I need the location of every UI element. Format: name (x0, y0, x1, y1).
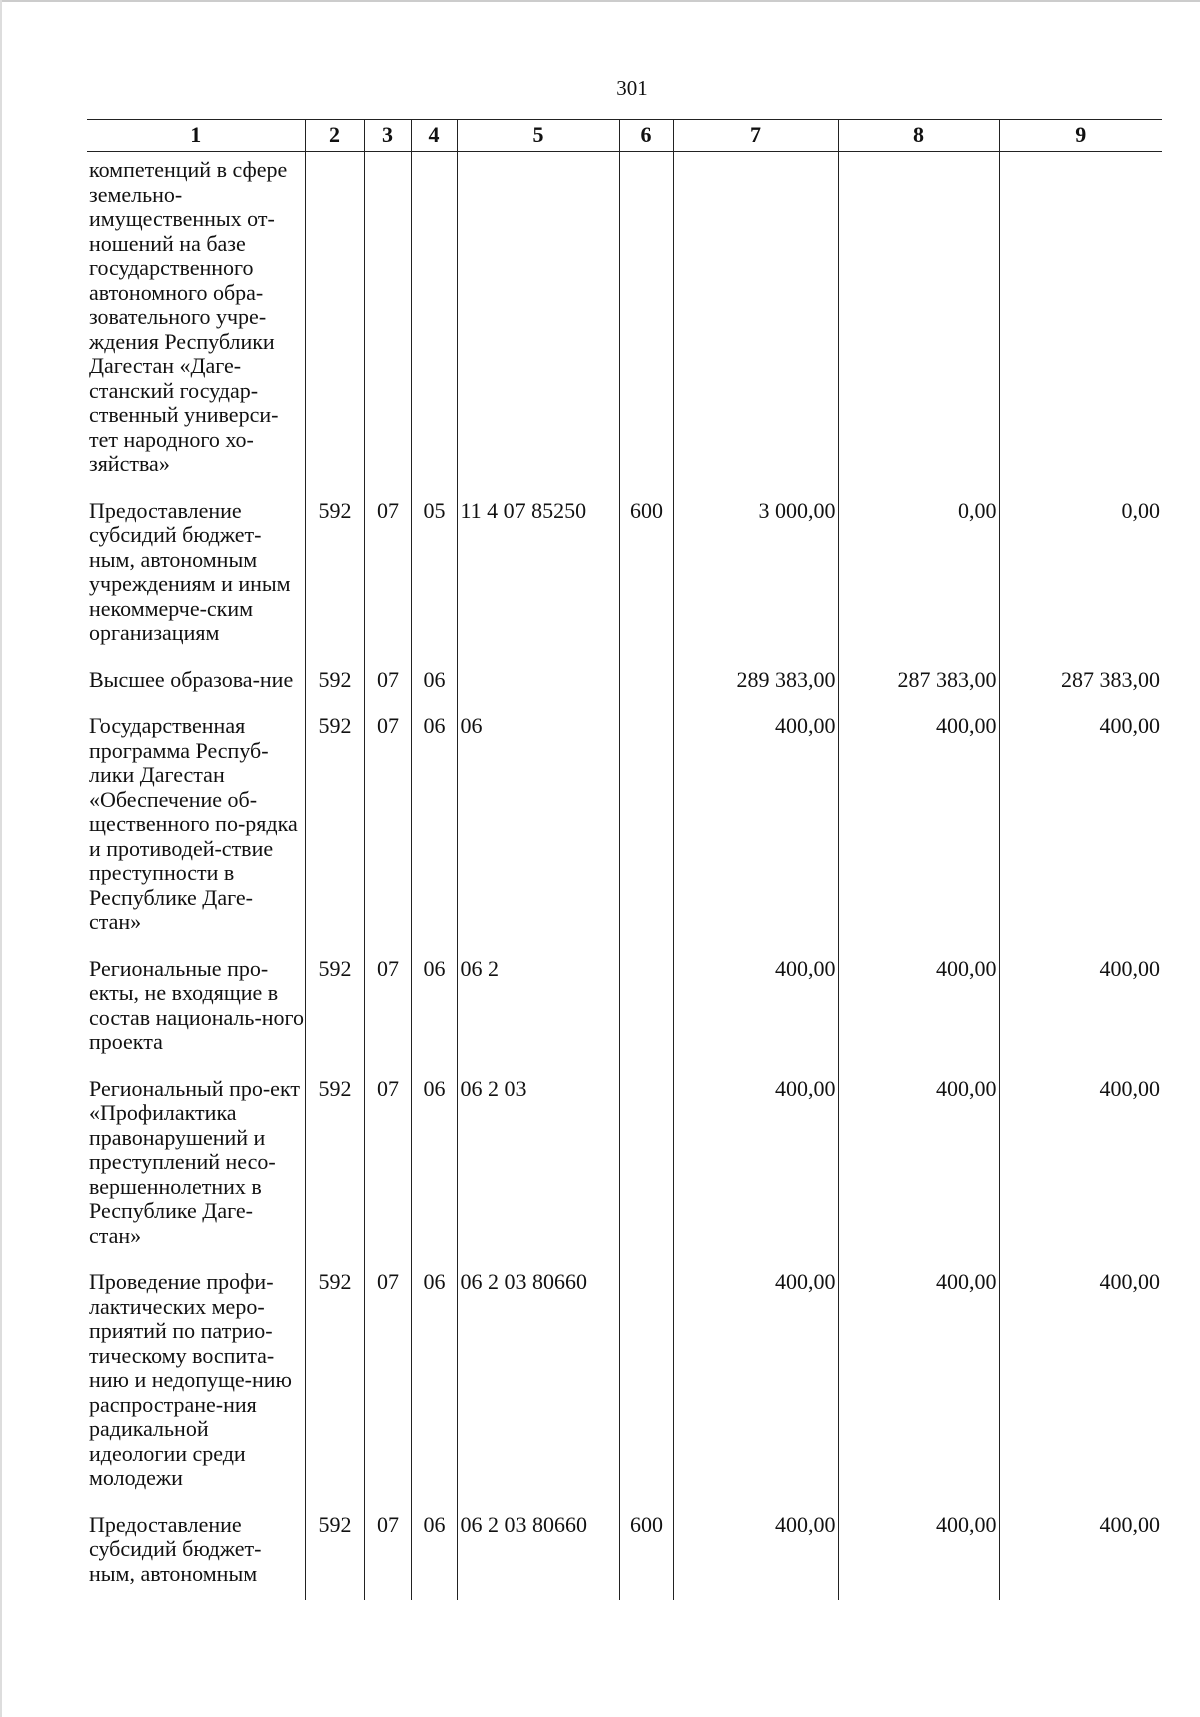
cell-amount-2: 287 383,00 (838, 668, 999, 715)
table-row (87, 668, 1162, 715)
cell-amount-2: 400,00 (838, 1077, 999, 1271)
cell-target-article (457, 668, 619, 715)
cell-amount-1: 400,00 (673, 1513, 838, 1601)
row-name: Региональные про-екты, не входящие в состав националь-ного проекта (89, 955, 305, 1054)
table-row (87, 957, 1162, 1077)
cell-amount-2: 400,00 (838, 1513, 999, 1601)
cell-subsection (411, 152, 457, 499)
cell-ministry: 592 (305, 714, 364, 957)
cell-subsection: 06 (411, 1513, 457, 1601)
table-row (87, 499, 1162, 668)
header-row (87, 120, 1162, 152)
cell-amount-3: 400,00 (999, 1077, 1162, 1271)
cell-amount-3: 400,00 (999, 1270, 1162, 1513)
budget-table (87, 119, 1162, 1600)
cell-subsection: 05 (411, 499, 457, 668)
cell-amount-1 (673, 152, 838, 499)
cell-expense-type: 600 (619, 1513, 673, 1601)
cell-target-article: 06 2 03 80660 (457, 1513, 619, 1601)
cell-amount-3 (999, 152, 1162, 499)
table-row (87, 1513, 1162, 1601)
row-name: Региональный про-ект «Профилактика правонарушений и преступлений несо-вершеннолетних в Республике Даге-стан» (89, 1075, 300, 1248)
cell-expense-type (619, 1077, 673, 1271)
cell-ministry: 592 (305, 1077, 364, 1271)
cell-amount-2: 0,00 (838, 499, 999, 668)
cell-amount-2: 400,00 (838, 1270, 999, 1513)
page-number: 301 (616, 76, 648, 100)
header-cell: 3 (364, 120, 411, 152)
cell-target-article: 06 (457, 714, 619, 957)
cell-amount-3: 0,00 (999, 499, 1162, 668)
table-row (87, 1077, 1162, 1271)
table-row (87, 1270, 1162, 1513)
header-cell: 2 (305, 120, 364, 152)
cell-amount-1: 400,00 (673, 1077, 838, 1271)
cell-ministry: 592 (305, 1270, 364, 1513)
cell-target-article: 06 2 03 80660 (457, 1270, 619, 1513)
cell-ministry: 592 (305, 499, 364, 668)
cell-subsection: 06 (411, 1077, 457, 1271)
cell-amount-2: 400,00 (838, 957, 999, 1077)
cell-amount-2: 400,00 (838, 714, 999, 957)
cell-amount-3: 400,00 (999, 714, 1162, 957)
cell-subsection: 06 (411, 957, 457, 1077)
cell-section: 07 (364, 714, 411, 957)
header-cell: 5 (457, 120, 619, 152)
scan-left-edge (0, 0, 2, 1717)
header-cell: 9 (999, 120, 1162, 152)
cell-section: 07 (364, 1513, 411, 1601)
cell-ministry: 592 (305, 1513, 364, 1601)
row-name: Государственная программа Респуб-лики Дагестан «Обеспечение об-щественного по-рядка и противодей-ствие преступности в Республике Даге-стан» (89, 713, 298, 934)
cell-amount-1: 400,00 (673, 957, 838, 1077)
cell-target-article: 11 4 07 85250 (457, 499, 619, 668)
cell-amount-1: 289 383,00 (673, 668, 838, 715)
table-row (87, 152, 1162, 499)
cell-subsection: 06 (411, 668, 457, 715)
cell-amount-1: 3 000,00 (673, 499, 838, 668)
cell-subsection: 06 (411, 714, 457, 957)
cell-target-article: 06 2 03 (457, 1077, 619, 1271)
cell-section: 07 (364, 1077, 411, 1271)
cell-ministry (305, 152, 364, 499)
table-row (87, 714, 1162, 957)
cell-amount-3: 400,00 (999, 957, 1162, 1077)
cell-expense-type: 600 (619, 499, 673, 668)
cell-subsection: 06 (411, 1270, 457, 1513)
scan-top-edge (0, 0, 1200, 2)
cell-amount-3: 287 383,00 (999, 668, 1162, 715)
cell-expense-type (619, 668, 673, 715)
cell-amount-1: 400,00 (673, 714, 838, 957)
header-cell: 7 (673, 120, 838, 152)
cell-section: 07 (364, 668, 411, 715)
cell-amount-2 (838, 152, 999, 499)
header-cell: 1 (87, 120, 305, 152)
row-name: Высшее образова-ние (89, 666, 294, 692)
cell-section: 07 (364, 957, 411, 1077)
cell-target-article: 06 2 (457, 957, 619, 1077)
row-name: Проведение профи-лактических меро-приятий по патрио-тическому воспита-нию и недопуще-нию распростране-ния радикальной идеологии среди молодежи (89, 1269, 292, 1490)
cell-ministry: 592 (305, 957, 364, 1077)
cell-amount-3: 400,00 (999, 1513, 1162, 1601)
row-name: Предоставление субсидий бюджет-ным, автономным учреждениям и иным некоммерче-ским организациям (89, 497, 291, 645)
cell-expense-type (619, 1270, 673, 1513)
header-cell: 6 (619, 120, 673, 152)
header-cell: 4 (411, 120, 457, 152)
cell-amount-1: 400,00 (673, 1270, 838, 1513)
row-name: компетенций в сфере земельно-имущественных от-ношений на базе государственного автономного обра-зовательного учре-ждения Республики Дагестан «Даге-станский государ-ственный универси-тет народного хо-зяйства» (89, 157, 288, 476)
cell-section: 07 (364, 499, 411, 668)
cell-ministry: 592 (305, 668, 364, 715)
cell-expense-type (619, 152, 673, 499)
cell-section (364, 152, 411, 499)
cell-target-article (457, 152, 619, 499)
header-cell: 8 (838, 120, 999, 152)
cell-expense-type (619, 714, 673, 957)
cell-section: 07 (364, 1270, 411, 1513)
cell-expense-type (619, 957, 673, 1077)
row-name: Предоставление субсидий бюджет-ным, автономным (89, 1511, 262, 1586)
